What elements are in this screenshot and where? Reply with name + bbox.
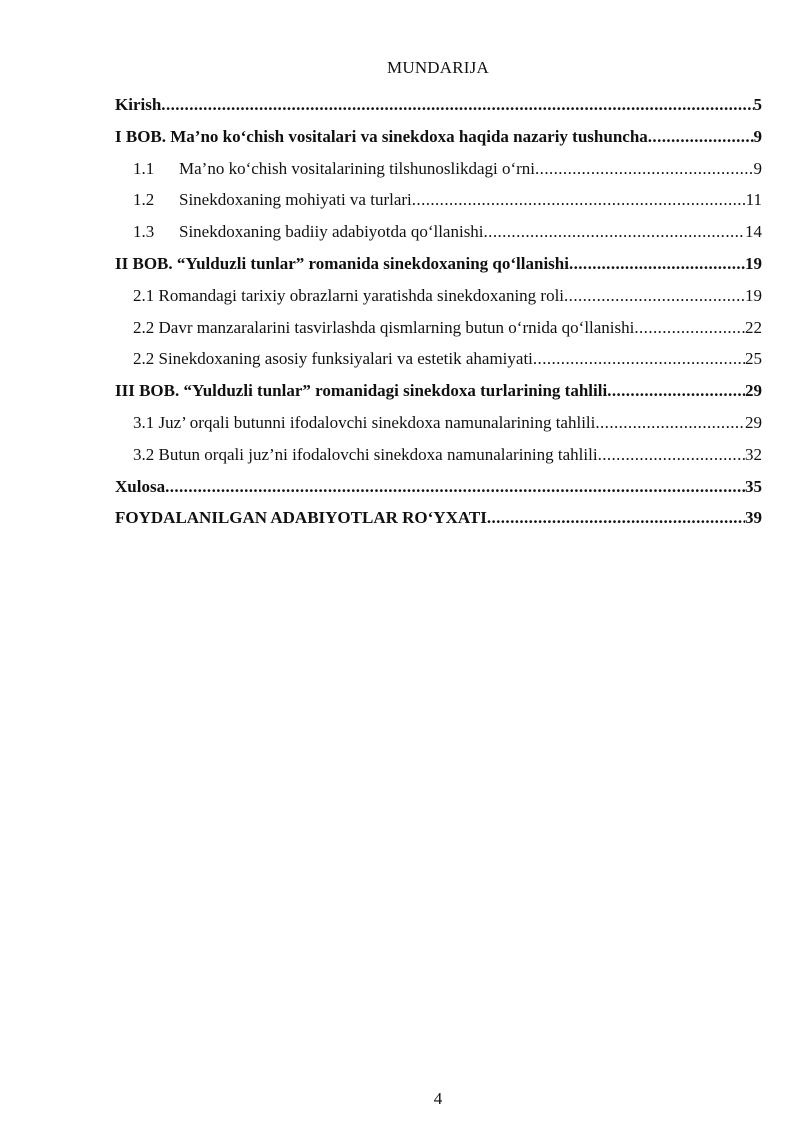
toc-entry-section-2-2[interactable] — [115, 316, 762, 348]
toc-entry-text: FOYDALANILGAN ADABIYOTLAR RO‘YXATI — [115, 508, 487, 528]
toc-entry-page: 19 — [745, 253, 762, 273]
toc-entry-chapter-3[interactable] — [115, 379, 762, 411]
toc-dot-leader — [165, 475, 745, 499]
toc-entry-text: 3.1 Juz’ orqali butunni ifodalovchi sinekdoxa namunalarining tahlili — [133, 412, 596, 432]
toc-entry-page: 22 — [745, 317, 762, 337]
toc-entry-page: 9 — [753, 126, 762, 146]
table-of-contents — [115, 93, 762, 538]
toc-entry-section-2-3[interactable] — [115, 347, 762, 379]
toc-entry-text: 2.1 Romandagi tarixiy obrazlarni yaratishda sinekdoxaning roli — [133, 285, 565, 305]
toc-entry-page: 29 — [745, 381, 762, 401]
toc-entry-text: 3.2 Butun orqali juz’ni ifodalovchi sinekdoxa namunalarining tahlili — [133, 444, 598, 464]
toc-entry-text: Ma’no ko‘chish vositalarining tilshunoslikdagi o‘rni — [179, 158, 536, 178]
toc-entry-text: Sinekdoxaning badiiy adabiyotda qo‘llanishi — [179, 222, 484, 242]
toc-dot-leader — [595, 411, 745, 435]
toc-entry-page: 32 — [745, 444, 762, 464]
toc-entry-text: Xulosa — [115, 476, 166, 496]
toc-entry-page: 35 — [745, 476, 762, 496]
toc-dot-leader — [598, 443, 745, 467]
toc-entry-page: 11 — [745, 190, 762, 210]
toc-dot-leader — [648, 125, 754, 149]
toc-entry-section-3-2[interactable] — [115, 443, 762, 475]
toc-entry-bibliography[interactable] — [115, 506, 762, 538]
toc-entry-page: 39 — [745, 508, 762, 528]
toc-entry-text: 2.2 Sinekdoxaning asosiy funksiyalari va estetik ahamiyati — [133, 349, 533, 369]
toc-entry-text: II BOB. “Yulduzli tunlar” romanida sinekdoxaning qo‘llanishi — [115, 253, 569, 273]
toc-dot-leader — [487, 506, 745, 530]
toc-dot-leader — [161, 93, 753, 117]
toc-entry-text: Kirish — [115, 95, 162, 114]
toc-dot-leader — [533, 347, 745, 371]
toc-entry-chapter-2[interactable] — [115, 252, 762, 284]
toc-entry-text: I BOB. Ma’no ko‘chish vositalari va sinekdoxa haqida nazariy tushuncha — [115, 126, 648, 146]
toc-dot-leader — [412, 188, 746, 212]
toc-title: MUNDARIJA — [387, 58, 489, 77]
toc-dot-leader — [484, 220, 745, 244]
toc-entry-introduction[interactable] — [115, 93, 762, 125]
toc-entry-conclusion[interactable] — [115, 475, 762, 507]
toc-entry-page: 29 — [745, 412, 762, 432]
toc-dot-leader — [634, 316, 745, 340]
toc-entry-section-1-2[interactable] — [115, 188, 762, 220]
toc-entry-number: 1.2 — [133, 190, 155, 210]
toc-entry-section-1-3[interactable] — [115, 220, 762, 252]
toc-entry-text: III BOB. “Yulduzli tunlar” romanidagi sinekdoxa turlarining tahlili — [115, 381, 608, 401]
toc-entry-page: 5 — [753, 95, 762, 114]
toc-entry-section-2-1[interactable] — [115, 284, 762, 316]
toc-entry-number: 1.3 — [133, 222, 155, 242]
toc-dot-leader — [564, 284, 745, 308]
toc-entry-section-3-1[interactable] — [115, 411, 762, 443]
toc-entry-section-1-1[interactable] — [115, 157, 762, 189]
toc-entry-page: 19 — [745, 285, 762, 305]
toc-entry-page: 14 — [745, 222, 762, 242]
toc-entry-chapter-1[interactable] — [115, 125, 762, 157]
toc-entry-text: 2.2 Davr manzaralarini tasvirlashda qismlarning butun o‘rnida qo‘llanishi — [133, 317, 635, 337]
toc-dot-leader — [535, 157, 753, 181]
toc-dot-leader — [607, 379, 745, 403]
page-number: 4 — [433, 1089, 443, 1108]
toc-entry-text: Sinekdoxaning mohiyati va turlari — [179, 190, 412, 210]
toc-entry-number: 1.1 — [133, 158, 155, 178]
toc-dot-leader — [569, 252, 745, 276]
toc-entry-page: 9 — [753, 158, 762, 178]
toc-entry-page: 25 — [745, 349, 762, 369]
